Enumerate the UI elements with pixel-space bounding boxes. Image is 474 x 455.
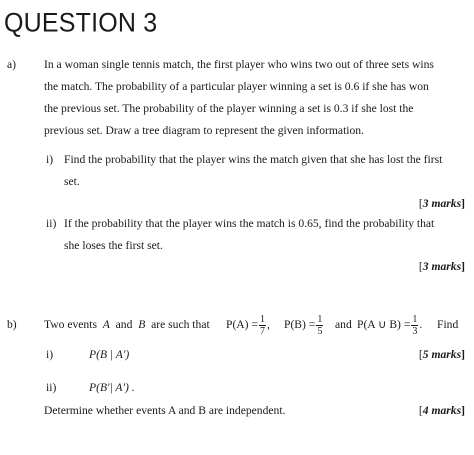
part-b-ii-expr: P(B'| A') .	[89, 381, 135, 394]
part-b-label: b)	[7, 318, 17, 331]
part-b-i-expr: P(B | A')	[89, 348, 130, 361]
part-a-i-marks: [3 marks]	[418, 197, 465, 210]
part-a-ii-line-2: she loses the first set.	[64, 239, 163, 252]
part-a-label: a)	[7, 58, 17, 71]
part-a-line-1: In a woman single tennis match, the first player who wins two out of three sets wins	[44, 58, 434, 71]
part-a-ii-label: ii)	[46, 217, 57, 230]
prob-a-expr: P(A) = $\frac{1}{7}$ ,	[226, 314, 270, 337]
part-b-final: Determine whether events A and B are independent.	[44, 404, 286, 417]
part-b-final-marks: [4 marks]	[418, 404, 465, 417]
part-a-ii-marks: [3 marks]	[418, 260, 465, 273]
part-a-ii-line-1: If the probability that the player wins the match is 0.65, find the probability that	[64, 217, 435, 230]
part-a-line-3: the previous set. The probability of the player winning a set is 0.3 if she lost the	[44, 102, 414, 115]
part-a-i-line-2: set.	[64, 175, 80, 188]
part-b-i-marks: [5 marks]	[418, 348, 465, 361]
part-a-i-line-1: Find the probability that the player wins the match given that she has lost the first	[64, 153, 443, 166]
part-b-find: Find	[437, 318, 459, 331]
part-b-intro: Two events A and B are such that	[44, 318, 210, 331]
part-b-ii-label: ii)	[46, 381, 57, 394]
part-b-and: and	[335, 318, 352, 331]
part-b-i-label: i)	[46, 348, 54, 361]
part-a-i-label: i)	[46, 153, 54, 166]
part-a-line-4: previous set. Draw a tree diagram to represent the given information.	[44, 124, 365, 137]
prob-union-expr: P(A ∪ B) = $\frac{1}{3}$ .	[357, 314, 423, 337]
prob-b-expr: P(B) = $\frac{1}{5}$	[284, 314, 323, 337]
question-title: QUESTION 3	[4, 8, 158, 38]
part-a-line-2: the match. The probability of a particular player winning a set is 0.6 if she has won	[44, 80, 429, 93]
